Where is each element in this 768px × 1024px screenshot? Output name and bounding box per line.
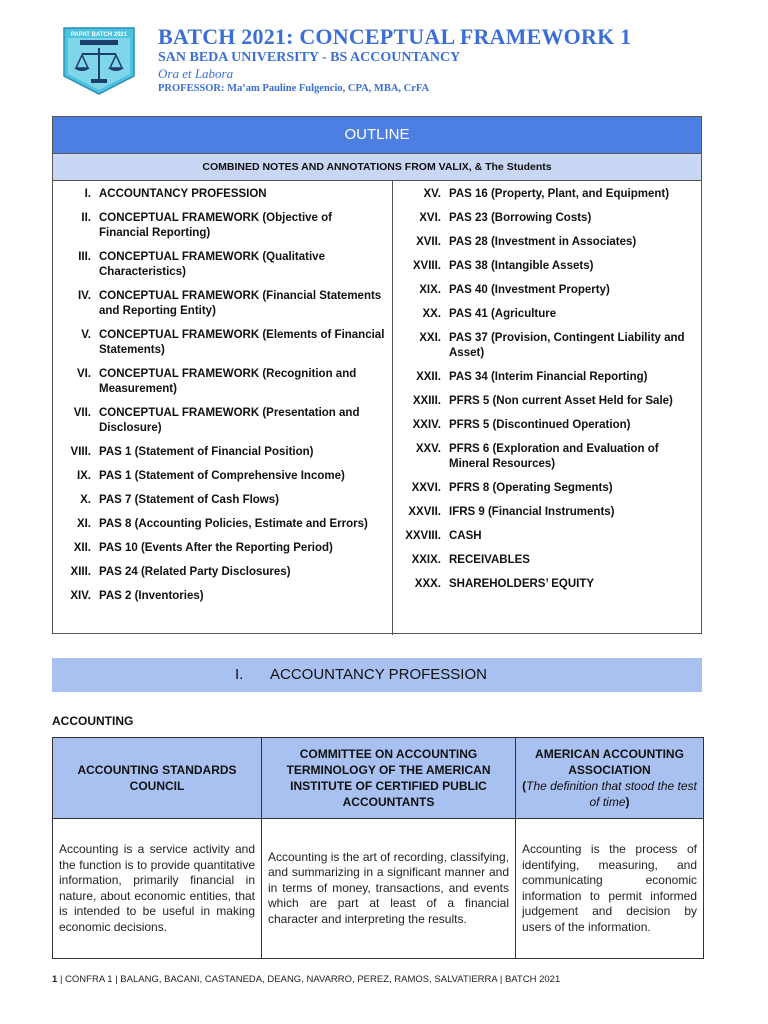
outline-item [393, 283, 701, 298]
section-title: ACCOUNTANCY PROFESSION [270, 666, 487, 683]
motto: Ora et Labora [158, 66, 234, 81]
outline-item [53, 367, 391, 397]
outline-item-text: PAS 1 (Statement of Comprehensive Income) [99, 470, 345, 482]
batch-logo [60, 24, 138, 96]
outline-item-number: XXVIII. [405, 530, 441, 542]
outline-item-number: XV. [423, 188, 441, 200]
header-asc-title: ACCOUNTING STANDARDS COUNCIL [77, 763, 237, 793]
outline-item-number: XIX. [419, 284, 441, 296]
outline-item-number: VI. [76, 368, 91, 380]
table-header-row [53, 738, 704, 819]
outline-item-text: PAS 34 (Interim Financial Reporting) [449, 371, 648, 383]
outline-item [393, 307, 701, 322]
document-header [158, 24, 631, 96]
outline-item-text: PAS 24 (Related Party Disclosures) [99, 566, 291, 578]
outline-item [53, 289, 391, 319]
definition-aaa: Accounting is the process of identifying, measuring, and communicating economic information to permit informed judgement and decision by users of the information. [516, 819, 704, 959]
outline-item-text: CONCEPTUAL FRAMEWORK (Elements of Financial Statements) [99, 329, 385, 356]
page-footer [52, 974, 560, 985]
header-asc [53, 738, 262, 819]
outline-item [53, 250, 391, 280]
outline-columns [53, 181, 701, 635]
outline-box [52, 116, 702, 634]
outline-item-number: XIII. [70, 566, 91, 578]
outline-item-text: CONCEPTUAL FRAMEWORK (Presentation and Disclosure) [99, 407, 360, 434]
scales-icon [60, 24, 138, 96]
outline-item-text: PFRS 6 (Exploration and Evaluation of Mineral Resources) [449, 443, 659, 470]
outline-item-number: XXV. [415, 443, 441, 455]
outline-item [53, 589, 391, 604]
outline-right-column [393, 187, 701, 601]
outline-item-text: CONCEPTUAL FRAMEWORK (Recognition and Measurement) [99, 368, 357, 395]
outline-item-number: XXIV. [412, 419, 441, 431]
university-name: SAN BEDA UNIVERSITY - BS ACCOUNTANCY [158, 50, 461, 65]
outline-item [393, 577, 701, 592]
outline-item-number: XVIII. [412, 260, 441, 272]
outline-item-number: XII. [73, 542, 91, 554]
outline-item [53, 493, 391, 508]
outline-item-number: XXVII. [408, 506, 441, 518]
outline-item-number: X. [80, 494, 91, 506]
header-aicpa [262, 738, 516, 819]
outline-item [393, 259, 701, 274]
outline-item-text: PAS 38 (Intangible Assets) [449, 260, 594, 272]
outline-item-number: IV. [77, 290, 91, 302]
outline-item-number: XXIII. [412, 395, 441, 407]
outline-item [53, 211, 391, 241]
table-row [53, 819, 704, 959]
outline-item [53, 187, 391, 202]
outline-subtitle: COMBINED NOTES AND ANNOTATIONS FROM VALIX, & The Students [53, 154, 701, 181]
outline-item [393, 442, 701, 472]
outline-item-number: XI. [76, 518, 91, 530]
outline-item [53, 517, 391, 532]
outline-item [393, 505, 701, 520]
professor-line: PROFESSOR: Ma’am Pauline Fulgencio, CPA, MBA, CrFA [158, 83, 430, 94]
outline-item-number: XXX. [414, 578, 441, 590]
definition-aicpa: Accounting is the art of recording, classifying, and summarizing in a significant manner and in terms of money, transactions, and events which are part at least of a financial character and interpreting the results. [262, 819, 516, 959]
section-number: I. [235, 666, 244, 683]
outline-item-text: PAS 7 (Statement of Cash Flows) [99, 494, 279, 506]
outline-item-number: XXI. [419, 332, 441, 344]
outline-item-number: XIV. [70, 590, 91, 602]
outline-item-text: CONCEPTUAL FRAMEWORK (Qualitative Characteristics) [99, 251, 325, 278]
section-header [52, 658, 702, 692]
outline-item-text: ACCOUNTANCY PROFESSION [99, 188, 267, 200]
outline-item-text: PAS 2 (Inventories) [99, 590, 204, 602]
outline-item-number: XXIX. [411, 554, 441, 566]
outline-item-number: VIII. [70, 446, 91, 458]
outline-item-number: XX. [422, 308, 441, 320]
outline-item [53, 406, 391, 436]
outline-item [53, 445, 391, 460]
outline-item [393, 529, 701, 544]
outline-item-text: PAS 28 (Investment in Associates) [449, 236, 637, 248]
outline-item-text: PAS 16 (Property, Plant, and Equipment) [449, 188, 670, 200]
outline-item [393, 370, 701, 385]
subheading: ACCOUNTING [52, 714, 134, 728]
outline-item [53, 541, 391, 556]
definition-asc: Accounting is a service activity and the function is to provide quantitative information, primarily financial in nature, about economic entities, that is intended to be useful in making economic decisions. [53, 819, 262, 959]
outline-item-text: PAS 41 (Agriculture [449, 308, 557, 320]
outline-item-text: PFRS 5 (Non current Asset Held for Sale) [449, 395, 673, 407]
outline-item-number: XVI. [419, 212, 441, 224]
definitions-table [52, 737, 704, 959]
outline-item-number: II. [81, 212, 91, 224]
outline-item-text: IFRS 9 (Financial Instruments) [449, 506, 615, 518]
header-aaa-note: The definition that stood the test of time [526, 779, 697, 809]
footer-text: | CONFRA 1 | BALANG, BACANI, CASTANEDA, DEANG, NAVARRO, PEREZ, RAMOS, SALVATIERRA | BATCH 2021 [59, 974, 561, 985]
outline-item [53, 565, 391, 580]
outline-item-text: PAS 40 (Investment Property) [449, 284, 610, 296]
logo-text: PAPAT BATCH 2021 [70, 32, 128, 38]
outline-item [393, 235, 701, 250]
outline-item-number: XXVI. [411, 482, 441, 494]
outline-item [393, 211, 701, 226]
outline-item-text: PFRS 8 (Operating Segments) [449, 482, 613, 494]
outline-title: OUTLINE [53, 117, 701, 154]
header-aaa-title: AMERICAN ACCOUNTING ASSOCIATION [535, 747, 684, 777]
outline-item-number: IX. [76, 470, 91, 482]
outline-item [393, 481, 701, 496]
outline-item-text: CASH [449, 530, 482, 542]
outline-item-text: PAS 10 (Events After the Reporting Period) [99, 542, 333, 554]
outline-item-number: XVII. [416, 236, 441, 248]
outline-item [393, 394, 701, 409]
outline-item [53, 328, 391, 358]
outline-item-text: RECEIVABLES [449, 554, 530, 566]
outline-item-text: PAS 8 (Accounting Policies, Estimate and Errors) [99, 518, 368, 530]
outline-item-text: SHAREHOLDERS’ EQUITY [449, 578, 595, 590]
outline-item-text: PAS 37 (Provision, Contingent Liability and Asset) [449, 332, 685, 359]
document-title: BATCH 2021: CONCEPTUAL FRAMEWORK 1 [158, 24, 632, 49]
outline-item-text: PFRS 5 (Discontinued Operation) [449, 419, 631, 431]
outline-item-text: PAS 1 (Statement of Financial Position) [99, 446, 314, 458]
outline-item [393, 187, 701, 202]
outline-item-number: XXII. [416, 371, 441, 383]
outline-item-number: I. [84, 188, 91, 200]
header-aicpa-title: COMMITTEE ON ACCOUNTING TERMINOLOGY OF THE AMERICAN INSTITUTE OF CERTIFIED PUBLIC ACCOUNTANTS [286, 747, 491, 809]
outline-item-number: III. [78, 251, 91, 263]
outline-item-text: CONCEPTUAL FRAMEWORK (Objective of Financial Reporting) [99, 212, 332, 239]
outline-item [53, 469, 391, 484]
outline-item [393, 553, 701, 568]
outline-item [393, 418, 701, 433]
outline-item-text: PAS 23 (Borrowing Costs) [449, 212, 592, 224]
page-number: 1 [52, 974, 58, 985]
header-aaa: AMERICAN ACCOUNTING ASSOCIATION (The definition that stood the test of time) [516, 738, 704, 819]
outline-left-column [53, 187, 391, 613]
outline-item [393, 331, 701, 361]
outline-item-number: V. [81, 329, 91, 341]
outline-item-number: VII. [73, 407, 91, 419]
outline-item-text: CONCEPTUAL FRAMEWORK (Financial Statements and Reporting Entity) [99, 290, 382, 317]
